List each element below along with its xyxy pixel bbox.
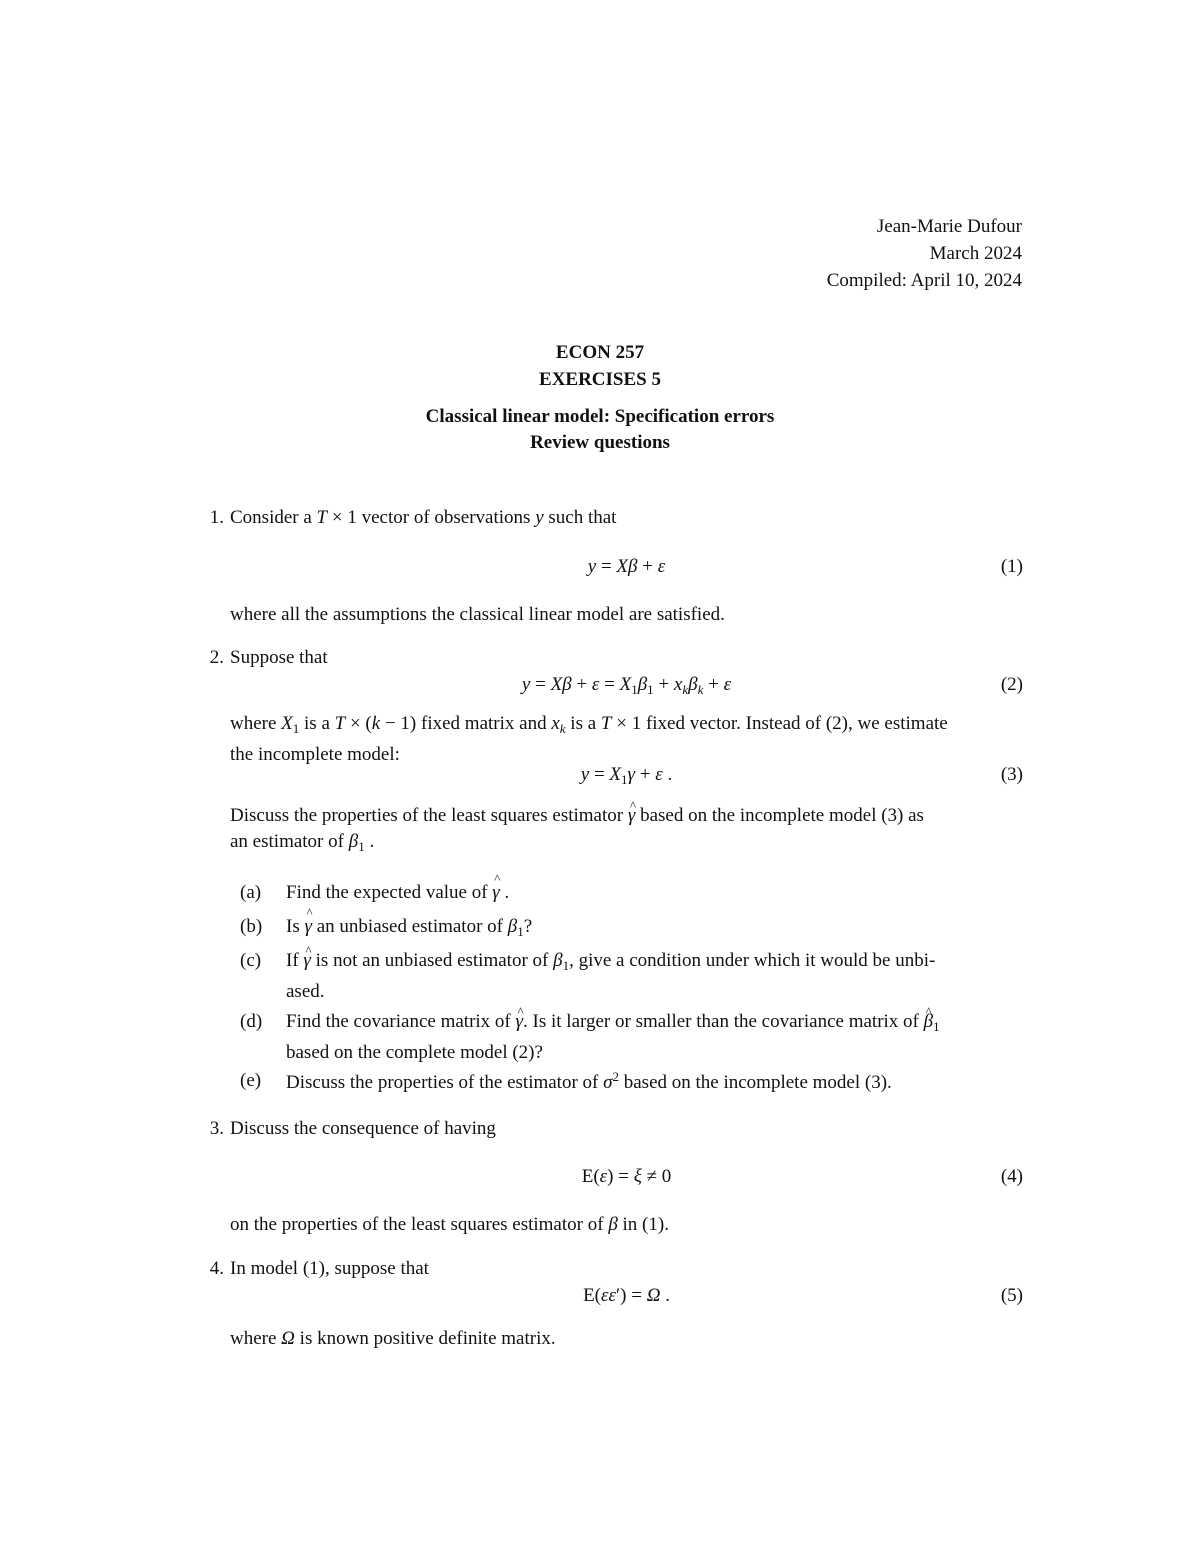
question-4 bbox=[200, 1256, 1023, 1356]
compiled-date: Compiled: April 10, 2024 bbox=[826, 270, 1022, 291]
q2-lead: Suppose that bbox=[230, 647, 328, 668]
course-title: ECON 257 bbox=[555, 342, 645, 363]
math: y bbox=[535, 507, 544, 528]
question-3 bbox=[200, 1116, 1023, 1241]
text: Consider a bbox=[230, 507, 312, 528]
question-number: 3. bbox=[209, 1118, 224, 1139]
subtitle-block bbox=[0, 404, 1200, 456]
equation-5: E(εε′) = Ω . (5) bbox=[230, 1283, 1023, 1313]
equation-1: y = Xβ + ε (1) bbox=[230, 554, 1023, 584]
q3-after: on the properties of the least squares estimator of β in (1). bbox=[230, 1214, 669, 1235]
author: Jean-Marie Dufour bbox=[876, 216, 1022, 237]
math: T bbox=[316, 507, 328, 528]
equation-number: (2) bbox=[1000, 674, 1023, 695]
question-number: 4. bbox=[209, 1258, 224, 1279]
equation-number: (1) bbox=[1000, 556, 1023, 577]
text: vector of observations bbox=[361, 507, 531, 528]
q3-lead: Discuss the consequence of having bbox=[230, 1118, 496, 1139]
question-2: 2. Suppose that $y = X\beta + \varepsilon = X_1\beta_1 + x_k\beta_k + \varepsilon$ (2) where $X_1$ is a T × (k − 1) fixed matrix and $x_k$ is a T × 1 fixed vector. Instead of (2), we estimate the incomplete model: $y = X_1\gamma + \varepsilon$ . (3) Discuss the properties of the least squares estimator γ ^ based on the incomplete model (3) as an estimator of $\beta_1$ . (a) Find the expected value of γ ^ . (b) Is γ ^ an unbiased estimator of $\beta_1$? (c) If γ ^ is not an unbiased estimator of $\beta_1$, give a condition under which it would be unbi- ased. (d) Find the covariance matrix of γ ^. Is it larger or smaller than the covariance matrix of β $\^{}_1$ based on the complete model (2)? (e) Discuss the properties of the estimator of $\sigma^2$ based on the incomplete model (3). bbox=[200, 645, 1023, 1095]
question-number: 1. bbox=[209, 507, 224, 528]
equation-number: (5) bbox=[1000, 1285, 1023, 1306]
equation-number: (3) bbox=[1000, 764, 1023, 785]
q2-where: where $X_1$ is a T × (k − 1) fixed matrix and $x_k$ is a T × 1 fixed vector. Instead of (2), we estimate the incomplete model: bbox=[230, 713, 948, 765]
equation-4: E(ε) = ξ ≠ 0 (4) bbox=[230, 1164, 1023, 1194]
equation-number: (4) bbox=[1000, 1166, 1023, 1187]
q1-after: where all the assumptions the classical linear model are satisfied. bbox=[230, 604, 725, 625]
q4-after: where Ω is known positive definite matrix. bbox=[230, 1328, 556, 1349]
question-number: 2. bbox=[209, 647, 224, 668]
q2-discuss: Discuss the properties of the least squares estimator γ ^ based on the incomplete model (3) as an estimator of $\beta_1$ . bbox=[230, 803, 1023, 860]
subtitle: Classical linear model: Specification errors bbox=[425, 406, 775, 427]
title-block bbox=[0, 339, 1200, 393]
date: March 2024 bbox=[929, 243, 1022, 264]
text: such that bbox=[548, 507, 617, 528]
q4-lead: In model (1), suppose that bbox=[230, 1258, 429, 1279]
header-block bbox=[827, 213, 1022, 294]
question-1: 1. Consider a T × 1 vector of observations y such that y = Xβ + ε (1) where all the assumptions the classical linear model are satisfied. bbox=[200, 505, 1023, 630]
equation-3: $y = X_1\gamma + \varepsilon$ . (3) bbox=[580, 764, 1023, 787]
exercises-title: EXERCISES 5 bbox=[539, 369, 661, 390]
subtitle-review: Review questions bbox=[530, 432, 670, 453]
equation-2: $y = X\beta + \varepsilon = X_1\beta_1 + x_k\beta_k + \varepsilon$ (2) bbox=[521, 674, 1023, 697]
